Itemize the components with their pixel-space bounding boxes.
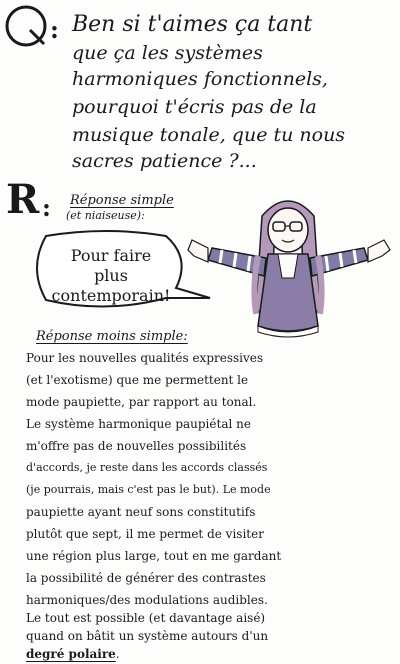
bubble-line-2: plus <box>94 266 128 285</box>
body-line-9: plutôt que sept, il me permet de visiter <box>26 527 264 541</box>
question-line-3: harmoniques fonctionnels, <box>72 68 328 90</box>
r-colon: : <box>42 193 51 222</box>
q-circle-icon <box>4 4 50 50</box>
question-line-4: pourquoi t'écris pas de la <box>72 96 317 118</box>
body-line-6: d'accords, je reste dans les accords classés <box>26 461 268 474</box>
final-emphasis: degré polaire <box>26 647 116 661</box>
answer-letter: R <box>6 176 40 223</box>
question-line-1: Ben si t'aimes ça tant <box>72 12 313 37</box>
body-line-11: la possibilité de générer des contrastes <box>26 571 266 585</box>
less-simple-heading: Réponse moins simple: <box>36 329 188 344</box>
body-line-1: Pour les nouvelles qualités expressives <box>26 351 264 365</box>
character-illustration <box>182 186 396 338</box>
final-line-1: Le tout est possible (et davantage aisé) <box>26 611 266 625</box>
final-line-3 <box>26 648 120 660</box>
body-line-7: (je pourrais, mais c'est pas le but). Le mode <box>26 483 271 496</box>
body-line-5: m'offre pas de nouvelles possibilités <box>26 439 247 453</box>
body-line-12: harmoniques/des modulations audibles. <box>26 593 268 607</box>
body-line-3: mode paupiette, par rapport au tonal. <box>26 395 257 409</box>
bubble-line-1: Pour faire <box>70 246 152 265</box>
final-line-2: quand on bâtit un système autours d'un <box>26 629 269 643</box>
body-line-10: une région plus large, tout en me gardant <box>26 549 282 563</box>
question-line-5: musique tonale, que tu nous <box>72 124 346 146</box>
bubble-line-3: contemporain! <box>51 286 171 305</box>
simple-answer-subheading: (et niaiseuse): <box>66 209 145 222</box>
question-line-6: sacres patience ?... <box>72 150 257 172</box>
q-colon: : <box>50 15 59 44</box>
question-line-2: que ça les systèmes <box>72 42 263 64</box>
final-period: . <box>115 647 120 661</box>
simple-answer-heading: Réponse simple <box>70 193 174 208</box>
body-line-2: (et l'exotisme) que me permettent le <box>26 373 249 387</box>
body-line-8: paupiette ayant neuf sons constitutifs <box>26 505 256 519</box>
body-line-4: Le système harmonique paupiétal ne <box>26 417 251 431</box>
